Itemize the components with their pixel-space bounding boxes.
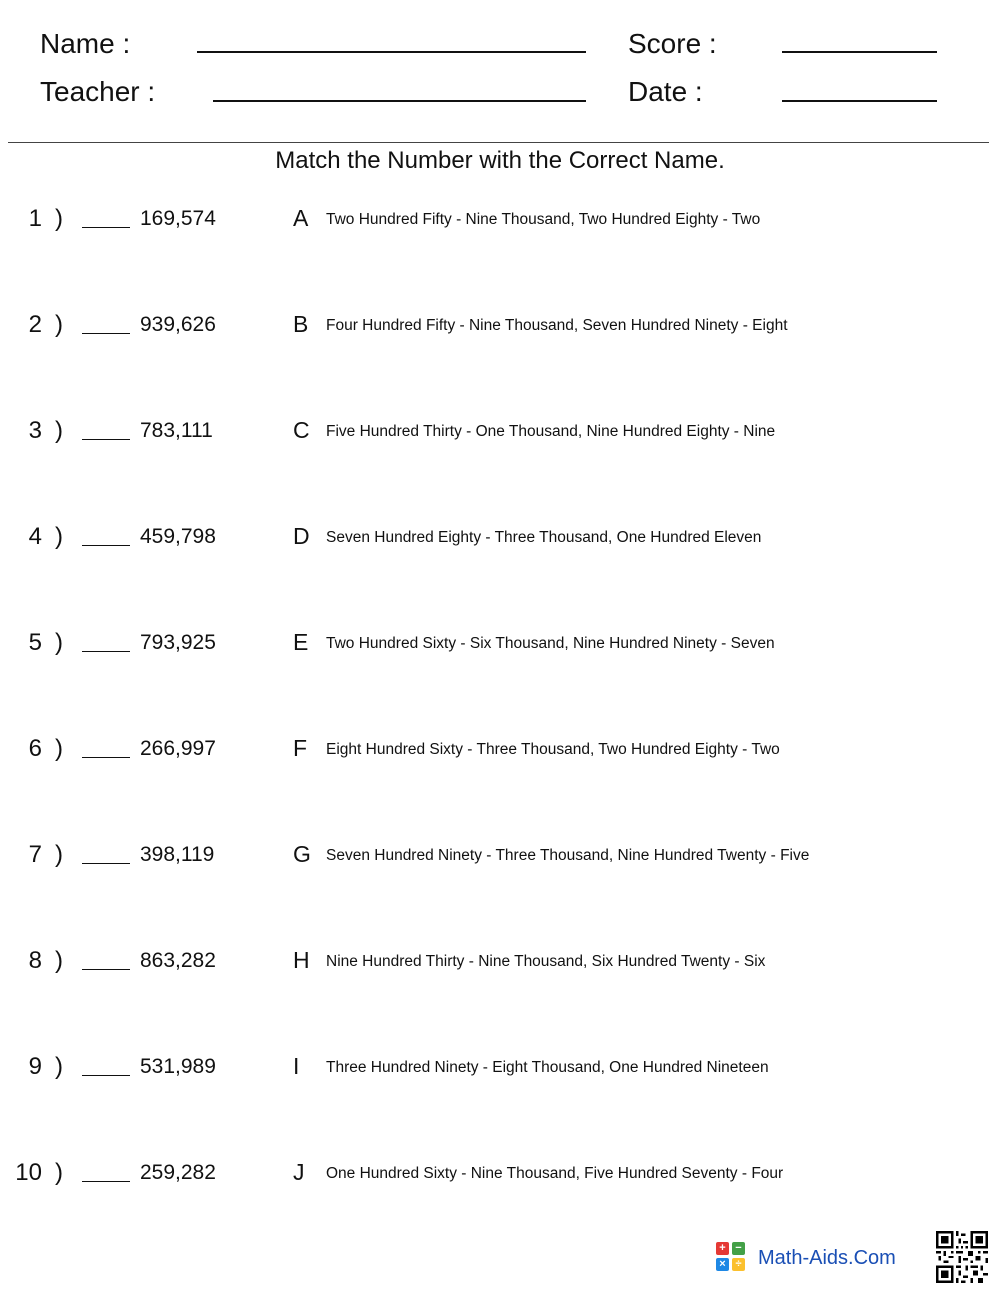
question-paren: )	[55, 417, 63, 444]
answer-letter: J	[293, 1159, 305, 1185]
question-paren: )	[55, 205, 63, 232]
instructions: Match the Number with the Correct Name.	[275, 147, 725, 174]
answer-letter: D	[293, 523, 310, 549]
question-number: 3	[28, 417, 42, 444]
answer-blank[interactable]	[82, 651, 130, 652]
question-value: 266,997	[140, 737, 216, 760]
list-item	[0, 311, 1000, 341]
question-paren: )	[55, 841, 63, 868]
score-label: Score :	[628, 28, 717, 59]
question-value: 783,111	[140, 419, 213, 442]
question-value: 863,282	[140, 949, 216, 972]
answer-text: Four Hundred Fifty - Nine Thousand, Seven Hundred Ninety - Eight	[326, 317, 788, 334]
score-field[interactable]	[782, 51, 937, 53]
answer-letter: B	[293, 311, 309, 337]
answer-letter: A	[293, 205, 309, 231]
question-number: 7	[28, 841, 42, 868]
question-paren: )	[55, 311, 63, 338]
question-number: 1	[28, 205, 42, 232]
answer-letter: E	[293, 629, 309, 655]
list-item	[0, 417, 1000, 447]
question-paren: )	[55, 1053, 63, 1080]
date-field[interactable]	[782, 100, 937, 102]
answer-blank[interactable]	[82, 969, 130, 970]
list-item	[0, 947, 1000, 977]
question-number: 10	[15, 1159, 42, 1186]
answer-text: Two Hundred Sixty - Six Thousand, Nine Hundred Ninety - Seven	[326, 635, 775, 652]
answer-text: Seven Hundred Eighty - Three Thousand, One Hundred Eleven	[326, 529, 762, 546]
answer-letter: I	[293, 1053, 300, 1079]
question-number: 2	[28, 311, 42, 338]
list-item	[0, 1159, 1000, 1189]
question-paren: )	[55, 629, 63, 656]
answer-letter: G	[293, 841, 311, 867]
header-divider	[8, 142, 989, 143]
question-number: 6	[28, 735, 42, 762]
question-number: 8	[28, 947, 42, 974]
list-item	[0, 841, 1000, 871]
answer-text: Two Hundred Fifty - Nine Thousand, Two Hundred Eighty - Two	[326, 211, 761, 228]
question-value: 398,119	[140, 843, 215, 866]
list-item	[0, 735, 1000, 765]
answer-text: Three Hundred Ninety - Eight Thousand, One Hundred Nineteen	[326, 1059, 769, 1076]
answer-blank[interactable]	[82, 757, 130, 758]
site-name[interactable]: Math-Aids.Com	[758, 1247, 896, 1269]
question-value: 939,626	[140, 313, 216, 336]
question-number: 5	[28, 629, 42, 656]
answer-blank[interactable]	[82, 863, 130, 864]
answer-blank[interactable]	[82, 545, 130, 546]
question-paren: )	[55, 947, 63, 974]
question-value: 793,925	[140, 631, 216, 654]
question-value: 459,798	[140, 525, 216, 548]
name-field[interactable]	[197, 51, 586, 53]
answer-blank[interactable]	[82, 439, 130, 440]
question-paren: )	[55, 1159, 63, 1186]
answer-text: Nine Hundred Thirty - Nine Thousand, Six Hundred Twenty - Six	[326, 953, 766, 970]
answer-blank[interactable]	[82, 1181, 130, 1182]
answer-letter: H	[293, 947, 310, 973]
question-paren: )	[55, 523, 63, 550]
answer-text: Five Hundred Thirty - One Thousand, Nine Hundred Eighty - Nine	[326, 423, 776, 440]
name-label: Name :	[40, 28, 131, 59]
question-value: 531,989	[140, 1055, 216, 1078]
date-label: Date :	[628, 76, 703, 107]
list-item	[0, 523, 1000, 553]
answer-text: One Hundred Sixty - Nine Thousand, Five Hundred Seventy - Four	[326, 1165, 784, 1182]
answer-letter: F	[293, 735, 308, 761]
teacher-label: Teacher :	[40, 76, 156, 107]
question-value: 169,574	[140, 207, 216, 230]
list-item	[0, 629, 1000, 659]
answer-blank[interactable]	[82, 333, 130, 334]
calculator-operators-icon: + − × ÷	[716, 1242, 746, 1272]
list-item	[0, 205, 1000, 235]
question-paren: )	[55, 735, 63, 762]
answer-letter: C	[293, 417, 310, 443]
question-number: 4	[28, 523, 42, 550]
question-number: 9	[28, 1053, 42, 1080]
answer-text: Seven Hundred Ninety - Three Thousand, Nine Hundred Twenty - Five	[326, 847, 810, 864]
answer-blank[interactable]	[82, 227, 130, 228]
answer-blank[interactable]	[82, 1075, 130, 1076]
teacher-field[interactable]	[213, 100, 586, 102]
list-item	[0, 1053, 1000, 1083]
qr-code-icon	[936, 1231, 988, 1283]
answer-text: Eight Hundred Sixty - Three Thousand, Two Hundred Eighty - Two	[326, 741, 780, 758]
question-value: 259,282	[140, 1161, 216, 1184]
